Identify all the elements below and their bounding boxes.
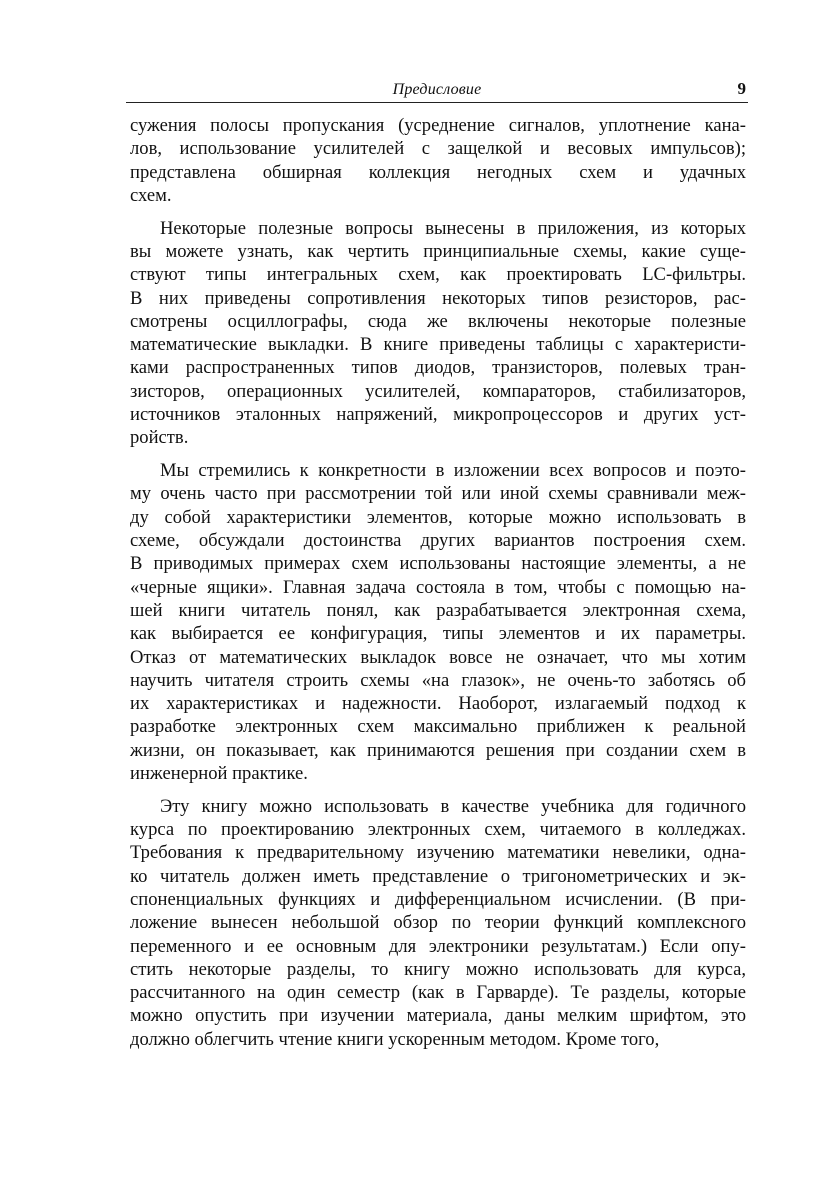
text-line: стить некоторые разделы, то книгу можно использовать для курса,	[130, 958, 746, 980]
text-line: Эту книгу можно использовать в качестве учебника для годичного	[160, 795, 746, 817]
text-line: переменного и ее основным для электроники результатам.) Если опу-	[130, 935, 746, 957]
text-line: «черные ящики». Главная задача состояла в том, чтобы с помощью на-	[130, 576, 746, 598]
text-line: ройств.	[130, 427, 189, 449]
paragraph-2	[130, 217, 746, 450]
paragraph-4	[130, 795, 746, 1051]
text-line: В них приведены сопротивления некоторых типов резисторов, рас-	[130, 287, 746, 309]
text-line: должно облегчить чтение книги ускоренным методом. Кроме того,	[130, 1028, 660, 1050]
text-line: схем.	[130, 184, 172, 206]
text-line: шей книги читатель понял, как разрабатывается электронная схема,	[130, 599, 746, 621]
body-text	[130, 114, 746, 1061]
running-header	[126, 78, 748, 103]
text-line: В приводимых примерах схем использованы настоящие элементы, а не	[130, 553, 746, 575]
text-line: разработке электронных схем максимально приближен к реальной	[130, 716, 746, 738]
text-line: ко читатель должен иметь представление о тригонометрических и эк-	[130, 865, 746, 887]
text-line: Требования к предварительному изучению математики невелики, одна-	[130, 842, 746, 864]
text-line: источников эталонных напряжений, микропроцессоров и других уст-	[130, 404, 746, 426]
text-line: Отказ от математических выкладок вовсе не означает, что мы хотим	[130, 646, 746, 668]
text-line: ложение вынесен небольшой обзор по теории функций комплексного	[130, 912, 746, 934]
text-line: рассчитанного на один семестр (как в Гарварде). Те разделы, которые	[130, 982, 746, 1004]
text-line: зисторов, операционных усилителей, компараторов, стабилизаторов,	[130, 380, 746, 402]
text-line: ду собой характеристики элементов, которые можно использовать в	[130, 506, 746, 528]
text-line: вы можете узнать, как чертить принципиальные схемы, какие суще-	[130, 240, 746, 262]
text-line: лов, использование усилителей с защелкой и весовых импульсов);	[130, 138, 746, 160]
text-line: схеме, обсуждали достоинства других вариантов построения схем.	[130, 530, 746, 552]
text-line: как выбирается ее конфигурация, типы элементов и их параметры.	[130, 623, 746, 645]
text-line: представлена обширная коллекция негодных схем и удачных	[130, 161, 746, 183]
text-line: ками распространенных типов диодов, транзисторов, полевых тран-	[130, 357, 746, 379]
paragraph-1	[130, 114, 746, 207]
text-line: му очень часто при рассмотрении той или иной схемы сравнивали меж-	[130, 483, 746, 505]
text-line: курса по проектированию электронных схем, читаемого в колледжах.	[130, 819, 746, 841]
text-line: можно опустить при изучении материала, даны мелким шрифтом, это	[130, 1005, 746, 1027]
paragraph-3	[130, 459, 746, 785]
text-line: математические выкладки. В книге приведены таблицы с характеристи-	[130, 334, 746, 356]
text-line: сужения полосы пропускания (усреднение сигналов, уплотнение кана-	[130, 115, 746, 136]
text-line: смотрены осциллографы, сюда же включены некоторые полезные	[130, 310, 746, 332]
text-line: Мы стремились к конкретности в изложении всех вопросов и поэто-	[160, 460, 746, 482]
text-line: ствуют типы интегральных схем, как проектировать LC-фильтры.	[130, 264, 746, 286]
text-line: Некоторые полезные вопросы вынесены в приложения, из которых	[160, 217, 746, 239]
text-line: споненциальных функциях и дифференциальном исчислении. (В при-	[130, 889, 746, 910]
text-line: их характеристиках и надежности. Наоборот, излагаемый подход к	[130, 693, 746, 715]
text-line: инженерной практике.	[130, 763, 308, 785]
text-line: научить читателя строить схемы «на глазок», не очень-то заботясь об	[130, 669, 746, 691]
page-number: 9	[737, 79, 746, 98]
running-title: Предисловие	[392, 81, 482, 98]
text-line: жизни, он показывает, как принимаются решения при создании схем в	[130, 739, 746, 761]
